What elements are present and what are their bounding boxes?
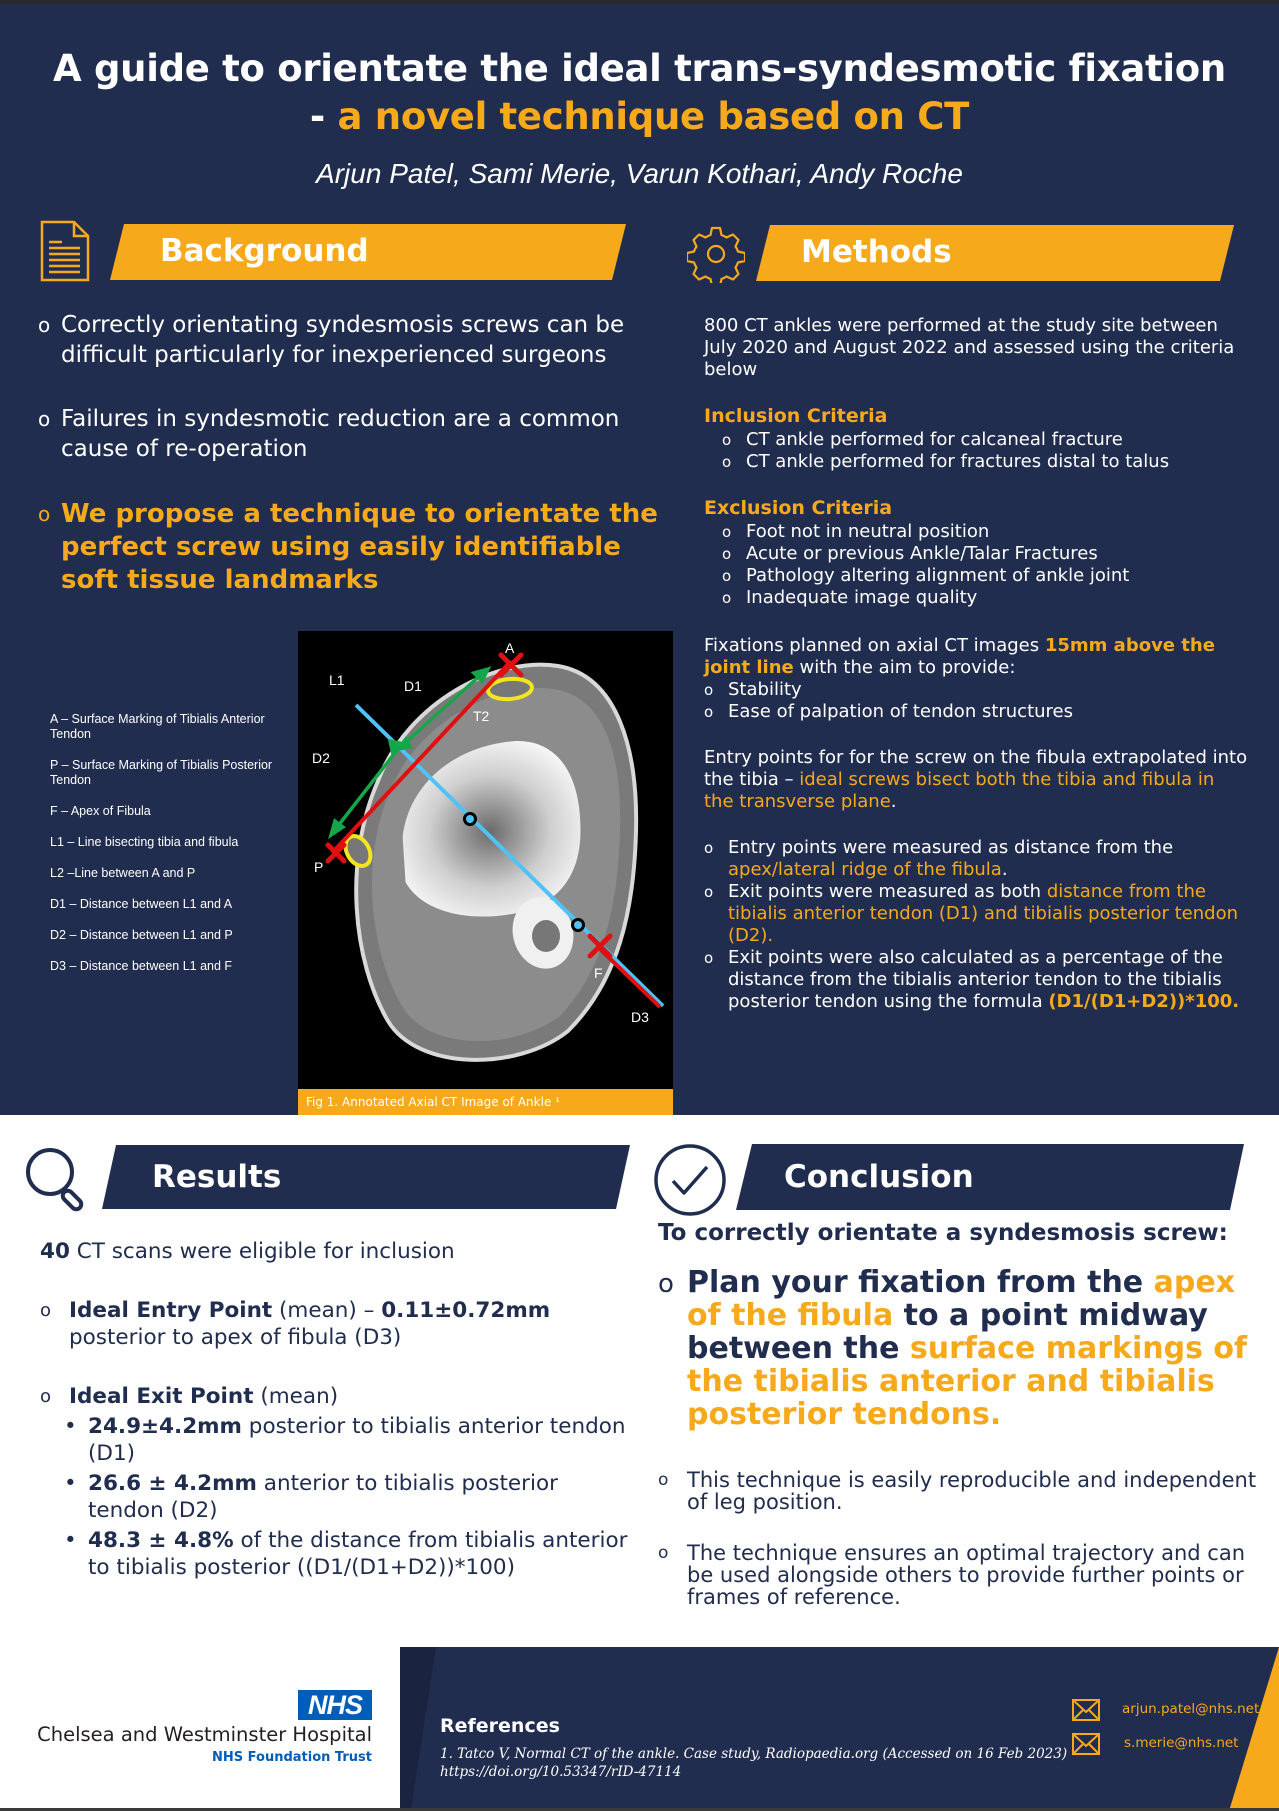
legend-item: F – Apex of Fibula: [50, 804, 151, 818]
measurement-list: [704, 837, 1249, 1013]
figure-legend: [50, 712, 290, 990]
label-a: A: [505, 640, 515, 656]
fixation-highlight: 15mm above the joint line: [704, 635, 1215, 678]
scan-count: 40: [40, 1239, 70, 1264]
legend-item: D3 – Distance between L1 and F: [50, 959, 233, 973]
conclusion-content: [658, 1218, 1258, 1637]
conclusion-point: o The technique ensures an optimal trajectory and can be used alongside others to provide further points or frames of reference.: [658, 1542, 1258, 1608]
top-border: [0, 0, 1279, 4]
legend-item: D2 – Distance between L1 and P: [50, 928, 233, 942]
measurement-item: o Entry points were measured as distance from the apex/lateral ridge of the fibula.: [728, 837, 1249, 881]
title-accent: a novel technique based on CT: [337, 95, 970, 138]
label-d2: D2: [312, 750, 330, 766]
mail-icon: [1072, 1699, 1100, 1721]
aims-list: [704, 679, 1249, 723]
footer-band: [400, 1647, 1279, 1811]
legend-item: L1 – Line bisecting tibia and fibula: [50, 835, 239, 849]
document-icon: [40, 220, 90, 286]
conclusion-lead: To correctly orientate a syndesmosis screw:: [658, 1220, 1228, 1246]
methods-content: [704, 315, 1249, 1037]
label-f: F: [594, 965, 603, 981]
inclusion-title: Inclusion Criteria: [704, 405, 888, 427]
mail-icon: [1072, 1733, 1100, 1755]
entry-highlight: ideal screws bisect both the tibia and fibula in the transverse plane: [704, 769, 1215, 812]
background-bullets: [61, 310, 661, 631]
background-bullet-highlight: o We propose a technique to orientate the perfect screw using easily identifiable soft tissue landmarks: [61, 498, 661, 597]
entry-point-result: o Ideal Entry Point (mean) – 0.11±0.72mm posterior to apex of fibula (D3): [69, 1297, 640, 1351]
methods-intro: 800 CT ankles were performed at the study site between July 2020 and August 2022 and assessed using the criteria below: [704, 315, 1235, 380]
poster-title: [0, 45, 1279, 141]
email-link[interactable]: s.merie@nhs.net: [1124, 1735, 1239, 1751]
gear-icon: [687, 225, 745, 287]
footer-shade: [400, 1647, 436, 1811]
footer-gold-accent: [1229, 1647, 1279, 1811]
title-line-1: A guide to orientate the ideal trans-syndesmotic fixation: [53, 47, 1226, 90]
hospital-name: Chelsea and Westminster Hospital: [37, 1723, 372, 1746]
exit-item: • 48.3 ± 4.8% of the distance from tibialis anterior to tibialis posterior ((D1/(D1+D2))*100): [88, 1527, 640, 1581]
exclusion-item: o Inadequate image quality: [746, 587, 1249, 609]
email-link[interactable]: arjun.patel@nhs.net: [1122, 1701, 1260, 1717]
conclusion-point: o This technique is easily reproducible and independent of leg position.: [658, 1469, 1258, 1513]
exclusion-list: [704, 521, 1249, 609]
legend-item: A – Surface Marking of Tibialis Anterior Tendon: [50, 712, 265, 741]
conclusion-heading: Conclusion: [784, 1159, 974, 1195]
exit-point-result: o Ideal Exit Point (mean) • 24.9±4.2mm posterior to tibialis anterior tendon (D1) • 26.6 ± 4.2mm anterior to tibialis posterior tendon (D2) • 48.3 ± 4.8% of the distance from tibialis anterior to tibialis posterior ((D1/(D1+D2))*100): [69, 1383, 640, 1581]
label-d3: D3: [631, 1009, 649, 1025]
aim-item: o Ease of palpation of tendon structures: [728, 701, 1249, 723]
ct-scan-illustration: [298, 631, 673, 1089]
exclusion-item: o Foot not in neutral position: [746, 521, 1249, 543]
inclusion-item: o CT ankle performed for calcaneal fracture: [746, 429, 1249, 451]
nhs-badge: NHS: [298, 1690, 372, 1720]
fixation-text: Fixations planned on axial CT images 15mm above the joint line with the aim to provide:: [704, 635, 1215, 678]
legend-item: P – Surface Marking of Tibialis Posterior Tendon: [50, 758, 273, 787]
methods-header: [756, 225, 1234, 281]
legend-item: L2 –Line between A and P: [50, 866, 196, 880]
figure-caption: Fig 1. Annotated Axial CT Image of Ankle ¹: [298, 1089, 673, 1115]
references-heading: References: [440, 1715, 560, 1737]
conclusion-header: [736, 1144, 1244, 1200]
results-content: [40, 1238, 640, 1613]
authors: Arjun Patel, Sami Merie, Varun Kothari, Andy Roche: [316, 158, 963, 189]
exit-item: • 26.6 ± 4.2mm anterior to tibialis posterior tendon (D2): [88, 1470, 640, 1524]
label-d1: D1: [404, 678, 422, 694]
background-header: [110, 224, 626, 280]
entry-text: Entry points for for the screw on the fibula extrapolated into the tibia – ideal screws bisect both the tibia and fibula in the transverse plane.: [704, 747, 1248, 812]
references-text: [440, 1745, 1090, 1781]
ct-image-figure: [298, 631, 673, 1115]
background-bullet: o Failures in syndesmotic reduction are a common cause of re-operation: [61, 404, 661, 464]
formula: (D1/(D1+D2))*100.: [1048, 991, 1240, 1012]
exclusion-title: Exclusion Criteria: [704, 497, 893, 519]
results-heading: Results: [152, 1159, 282, 1195]
contact-email-1[interactable]: [1072, 1699, 1262, 1723]
conclusion-key-point: o Plan your fixation from the apex of the fibula to a point midway between the surface markings of the tibialis anterior and tibialis posterior tendons.: [658, 1266, 1258, 1431]
entry-value: 0.11±0.72mm: [381, 1298, 551, 1323]
results-header: [102, 1145, 630, 1201]
exit-item: • 24.9±4.2mm posterior to tibialis anterior tendon (D1): [88, 1413, 640, 1467]
magnifier-icon: [23, 1145, 91, 1217]
legend-item: D1 – Distance between L1 and A: [50, 897, 233, 911]
hospital-logo: [30, 1690, 372, 1780]
inclusion-item: o CT ankle performed for fractures distal to talus: [746, 451, 1249, 473]
inclusion-list: [704, 429, 1249, 473]
methods-heading: Methods: [801, 234, 952, 270]
measurement-item: o Exit points were measured as both distance from the tibialis anterior tendon (D1) and tibialis posterior tendon (D2).: [728, 881, 1249, 947]
label-p: P: [314, 859, 324, 875]
background-heading: Background: [160, 233, 369, 269]
reference-doi-link[interactable]: https://doi.org/10.53347/rID-47114: [440, 1764, 682, 1780]
contact-email-2[interactable]: [1072, 1733, 1262, 1757]
aim-item: o Stability: [728, 679, 1249, 701]
title-line-2: - a novel technique based on CT: [309, 95, 970, 138]
exclusion-item: o Acute or previous Ankle/Talar Fractures: [746, 543, 1249, 565]
exclusion-item: o Pathology altering alignment of ankle joint: [746, 565, 1249, 587]
results-list: [40, 1297, 640, 1581]
label-l1: L1: [329, 672, 345, 688]
trust-name: NHS Foundation Trust: [212, 1750, 372, 1765]
label-t2: T2: [473, 708, 490, 724]
results-count: 40 CT scans were eligible for inclusion: [40, 1239, 455, 1264]
exit-point-list: [69, 1413, 640, 1581]
measurement-item: o Exit points were also calculated as a percentage of the distance from the tibialis anterior tendon to the tibialis posterior tendon using the formula (D1/(D1+D2))*100.: [728, 947, 1249, 1013]
background-bullet: o Correctly orientating syndesmosis screws can be difficult particularly for inexperienced surgeons: [61, 310, 661, 370]
checkmark-circle-icon: [653, 1143, 727, 1221]
reference-item: 1. Tatco V, Normal CT of the ankle. Case study, Radiopaedia.org (Accessed on 16 Feb 2023): [440, 1746, 1068, 1762]
